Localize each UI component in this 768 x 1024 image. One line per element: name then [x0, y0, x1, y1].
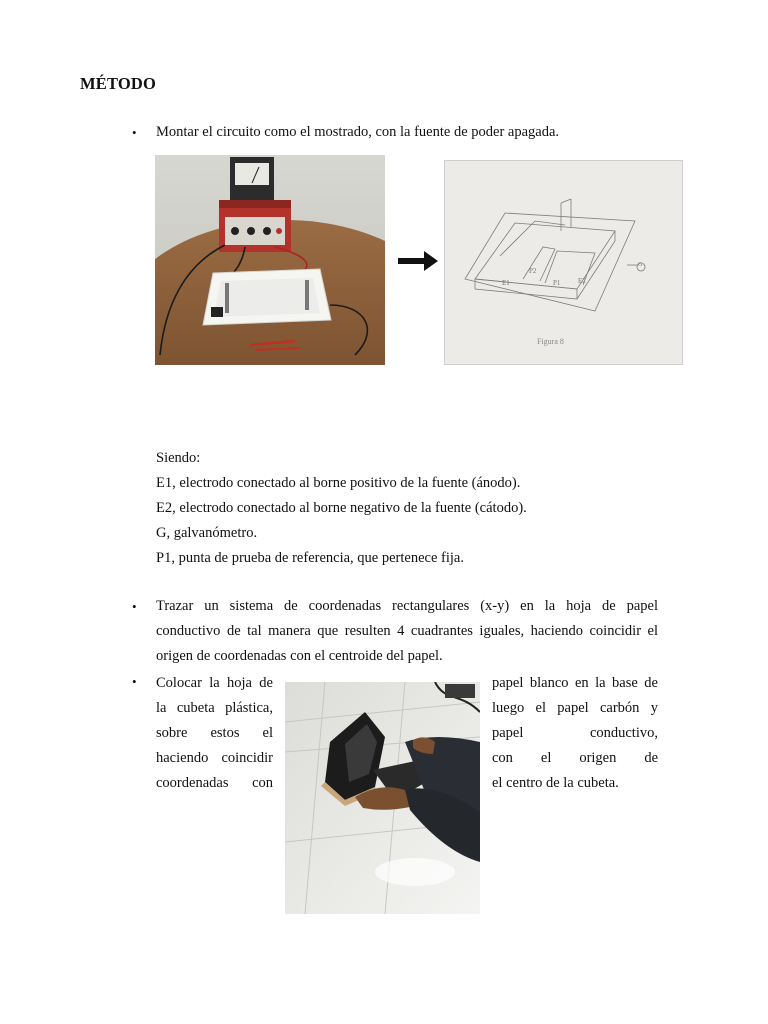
- step3-line: [156, 698, 273, 723]
- bullet-marker: •: [132, 599, 137, 614]
- step3-line: [156, 748, 273, 773]
- step3-word: la: [595, 675, 606, 691]
- step3-word: Colocar: [156, 675, 202, 691]
- diagram-label-p1: P1: [553, 279, 561, 287]
- step3-word: el centro de la cubeta.: [492, 775, 619, 791]
- step3-line: [156, 773, 273, 798]
- step3-word: el: [262, 725, 273, 741]
- step3-word: blanco: [529, 675, 569, 691]
- step3-word: conductivo,: [589, 725, 658, 741]
- step3-word: base: [612, 675, 638, 691]
- step3-word: haciendo: [156, 750, 209, 766]
- step3-line: [492, 698, 658, 723]
- step3-word: carbón: [599, 700, 640, 716]
- step3-word: en: [574, 675, 589, 691]
- diagram-label-p2: P2: [529, 267, 537, 275]
- step3-word: de: [644, 675, 658, 691]
- step2-line: origen de coordenadas con el centroide del papel.: [156, 648, 443, 664]
- step3-word: luego: [492, 700, 525, 716]
- step2-line: Trazar un sistema de coordenadas rectangulares (x-y) en la hoja de papel: [156, 598, 658, 614]
- diagram-label-g: G: [638, 262, 643, 268]
- step2-line: conductivo de tal manera que resulten 4 cuadrantes iguales, haciendo coincidir el: [156, 623, 658, 639]
- step3-line: [156, 673, 273, 698]
- step3-line: [492, 773, 658, 798]
- step3-word: y: [650, 700, 658, 716]
- step3-line: [156, 723, 273, 748]
- step3-word: con: [492, 750, 513, 766]
- step3-word: estos: [210, 725, 240, 741]
- step3-word: coordenadas: [156, 775, 229, 791]
- step3-word: el: [535, 700, 546, 716]
- step3-word: con: [252, 775, 273, 791]
- step3-word: papel: [492, 675, 524, 691]
- step3-right-column: [492, 673, 658, 798]
- definition-item: G, galvanómetro.: [156, 525, 258, 541]
- step3-word: hoja: [227, 675, 252, 691]
- step3-word: plástica,: [225, 700, 273, 716]
- step3-word: coincidir: [221, 750, 273, 766]
- step3-left-column: [156, 673, 273, 798]
- step3-word: sobre: [156, 725, 188, 741]
- step3-line: [492, 723, 658, 748]
- apparatus-photo: [155, 155, 385, 365]
- diagram-label-e1: E1: [502, 279, 510, 287]
- tray-photo: [285, 682, 480, 914]
- step3-line: [492, 673, 658, 698]
- definition-item: P1, punta de prueba de referencia, que pertenece fija.: [156, 550, 464, 566]
- step3-word: papel: [492, 725, 524, 741]
- step3-word: la: [156, 700, 167, 716]
- step3-word: de: [259, 675, 273, 691]
- step3-line: [492, 748, 658, 773]
- definition-item: E1, electrodo conectado al borne positivo de la fuente (ánodo).: [156, 475, 521, 491]
- section-heading: MÉTODO: [80, 74, 157, 93]
- step3-word: de: [644, 750, 658, 766]
- step3-word: cubeta: [176, 700, 215, 716]
- diagram-label-e2: E2: [578, 277, 586, 285]
- definition-item: E2, electrodo conectado al borne negativo de la fuente (cátodo).: [156, 500, 527, 516]
- step3-word: papel: [557, 700, 589, 716]
- bullet-marker: •: [132, 674, 137, 689]
- figure-caption: Figura 8: [537, 337, 564, 346]
- definitions-intro: Siendo:: [156, 450, 201, 466]
- step3-word: el: [540, 750, 552, 766]
- step1-text: Montar el circuito como el mostrado, con la fuente de poder apagada.: [156, 124, 560, 140]
- step3-word: origen: [579, 750, 617, 766]
- bullet-marker: •: [132, 125, 137, 140]
- step3-word: la: [209, 675, 220, 691]
- arrow-right-icon: [396, 250, 440, 272]
- circuit-diagram-sketch: [444, 160, 683, 365]
